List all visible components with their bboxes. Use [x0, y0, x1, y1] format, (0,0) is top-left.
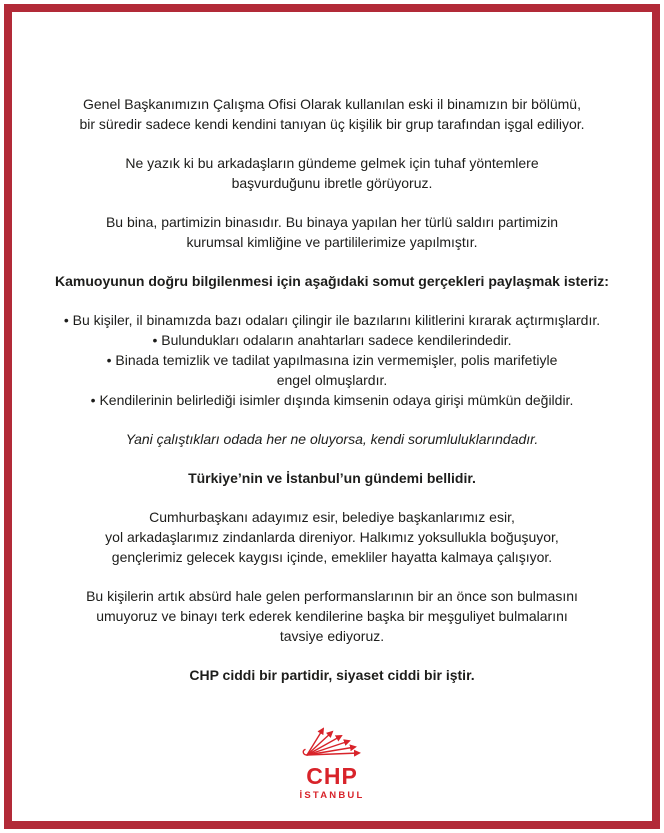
statement-content	[12, 12, 652, 821]
paragraph-intro: Genel Başkanımızın Çalışma Ofisi Olarak kullanılan eski il binamızın bir bölümü, bir süredir sadece kendi kendini tanıyan üç kişilik bir grup tarafından işgal ediliyor.	[79, 96, 585, 132]
bullet-item-access: • Kendilerinin belirlediği isimler dışında kimsenin odaya girişi mümkün değildir.	[90, 392, 574, 408]
logo-org-text: İSTANBUL	[299, 790, 365, 801]
chp-istanbul-logo	[24, 725, 640, 802]
paragraph-facts-header: Kamuoyunun doğru bilgilenmesi için aşağıdaki somut gerçekleri paylaşmak isteriz:	[55, 273, 609, 289]
bullet-list	[24, 310, 640, 410]
bullet-item-keys: • Bulundukları odaların anahtarları sadece kendilerindedir.	[152, 332, 512, 348]
paragraph-methods: Ne yazık ki bu arkadaşların gündeme gelmek için tuhaf yöntemlere başvurduğunu ibretle görüyoruz.	[125, 155, 539, 191]
paragraph-building: Bu bina, partimizin binasıdır. Bu binaya yapılan her türlü saldırı partimizin kurumsal kimliğine ve partililerimize yapılmıştır.	[105, 214, 559, 250]
paragraph-agenda-header: Türkiye’nin ve İstanbul’un gündemi bellidir.	[188, 470, 476, 486]
paragraph-responsibility: Yani çalıştıkları odada her ne oluyorsa, kendi sorumluluklarındadır.	[125, 431, 539, 447]
bullet-item-cleaning: • Binada temizlik ve tadilat yapılmasına izin vermemişler, polis marifetiyle engel olmuşlardır.	[106, 352, 558, 388]
bullet-item-locks: • Bu kişiler, il binamızda bazı odaları çilingir ile bazılarını kilitlerini kırarak açtırmışlardır.	[63, 312, 601, 328]
paragraph-agenda: Cumhurbaşkanı adayımız esir, belediye başkanlarımız esir, yol arkadaşlarımız zindanlarda direniyor. Halkımız yoksullukla boğuşuyor, gençlerimiz gelecek kaygısı içinde, emekliler hayatta kalmaya çalışıyor.	[105, 509, 559, 565]
paragraph-closing: CHP ciddi bir partidir, siyaset ciddi bir iştir.	[189, 667, 475, 683]
logo-brand-text: CHP	[306, 763, 358, 789]
six-arrows-icon	[300, 725, 364, 763]
red-border-frame	[4, 4, 660, 829]
paragraph-advice: Bu kişilerin artık absürd hale gelen performanslarının bir an önce son bulmasını umuyoruz ve binayı terk ederek kendilerine başka bir meşguliyet bulmalarını tavsiye ediyoruz.	[86, 588, 578, 644]
